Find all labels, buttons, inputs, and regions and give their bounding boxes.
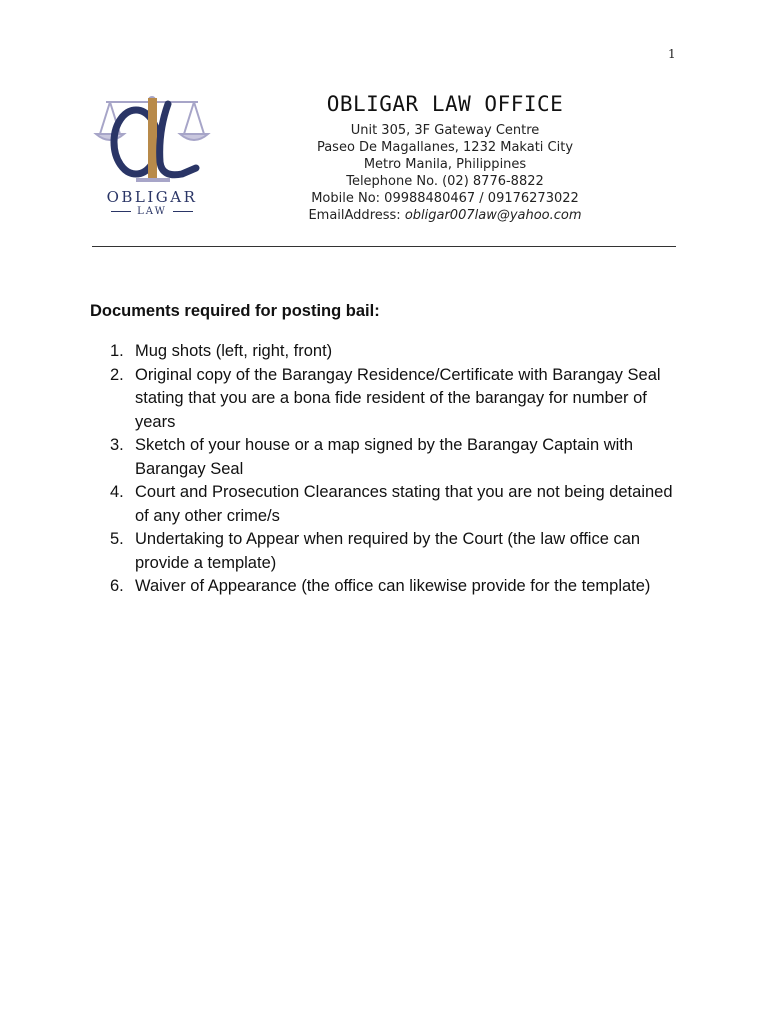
- address-line-1: Unit 305, 3F Gateway Centre: [350, 123, 540, 138]
- email-line: [290, 207, 600, 224]
- list-item: [90, 340, 680, 364]
- list-item-text: Mug shots (left, right, front): [135, 342, 333, 360]
- logo-brand-name: OBLIGAR: [106, 188, 198, 206]
- list-item: [90, 434, 680, 481]
- address-line-3: Metro Manila, Philippines: [363, 157, 527, 172]
- obligar-law-logo: [92, 92, 212, 220]
- list-item: [90, 481, 680, 528]
- email-label: EmailAddress:: [308, 208, 405, 223]
- letterhead-divider: [92, 246, 676, 247]
- list-item-text: Court and Prosecution Clearances stating that you are not being detained of any other crime/s: [135, 483, 673, 525]
- address-line-2: Paseo De Magallanes, 1232 Makati City: [316, 140, 574, 155]
- page-number: 1: [668, 47, 676, 61]
- list-item-number: 5.: [110, 530, 124, 548]
- list-item-text: Sketch of your house or a map signed by the Barangay Captain with Barangay Seal: [135, 436, 634, 478]
- list-item: [90, 364, 680, 435]
- list-item: [90, 575, 680, 599]
- requirements-list: [90, 340, 680, 599]
- office-name: OBLIGAR LAW OFFICE: [326, 92, 564, 116]
- logo-brand-sub-text: LAW: [137, 206, 167, 217]
- list-item-text: Undertaking to Appear when required by the Court (the law office can provide a template): [135, 530, 641, 572]
- list-item-number: 1.: [110, 342, 124, 360]
- logo-brand-sub: [92, 206, 212, 217]
- scales-of-justice-monogram-icon: [92, 92, 212, 188]
- letterhead: [290, 92, 600, 224]
- list-item-number: 6.: [110, 577, 124, 595]
- list-item-number: 2.: [110, 365, 124, 384]
- list-item-number: 3.: [110, 436, 124, 454]
- list-item: [90, 528, 680, 575]
- email-link[interactable]: obligar007law@yahoo.com: [404, 208, 582, 223]
- list-item-text: Original copy of the Barangay Residence/Certificate with Barangay Seal stating that you are a bona fide resident of the barangay for number of years: [135, 365, 661, 431]
- mobile-line: Mobile No: 09988480467 / 09176273022: [311, 191, 579, 206]
- telephone-line: Telephone No. (02) 8776-8822: [346, 174, 544, 189]
- list-item-text: Waiver of Appearance (the office can likewise provide for the template): [135, 577, 651, 595]
- list-item-number: 4.: [110, 483, 124, 501]
- section-heading: Documents required for posting bail:: [90, 302, 380, 320]
